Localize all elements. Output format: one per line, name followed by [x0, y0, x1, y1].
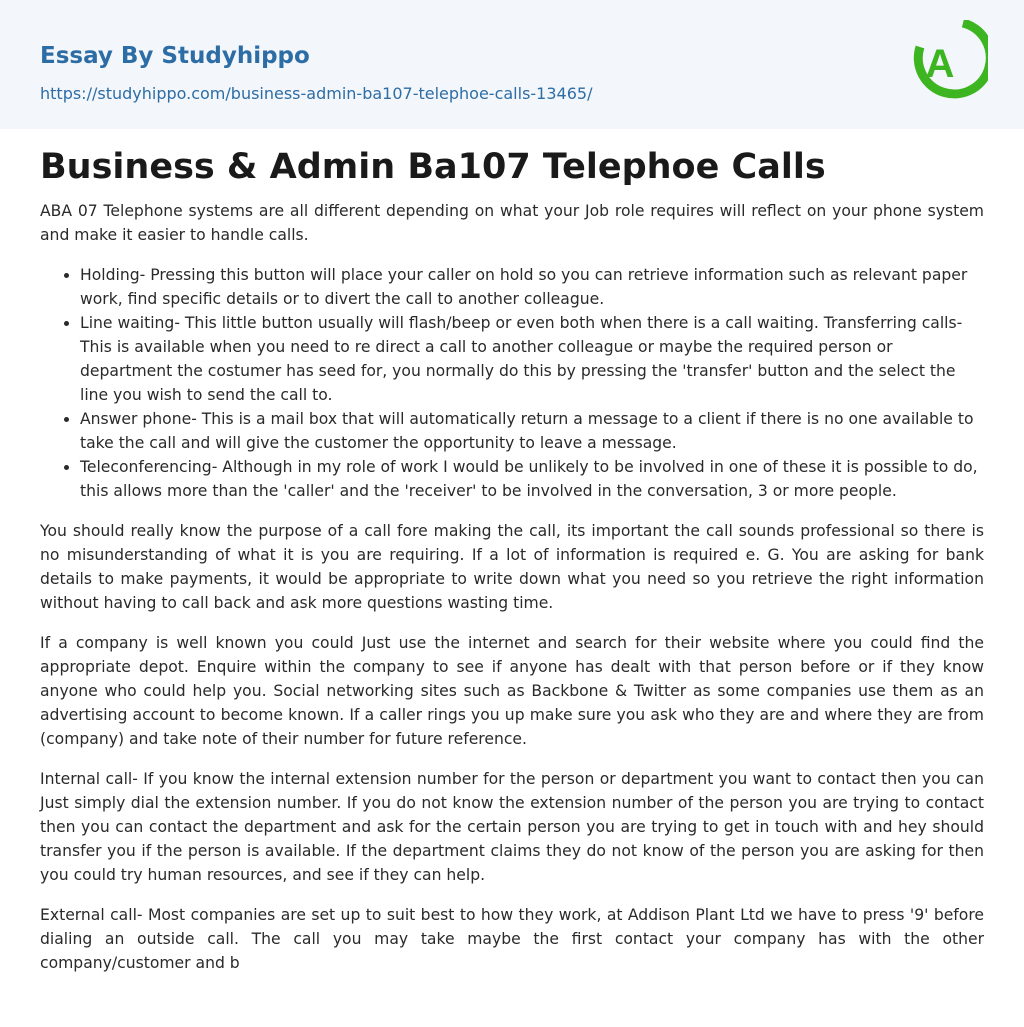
list-item: • Holding- Pressing this button will place your caller on hold so you can retrieve information such as relevant paper work, find specific details or to divert the call to another colleague.	[80, 263, 984, 311]
feature-list	[40, 263, 984, 503]
body-paragraph: If a company is well known you could Just use the internet and search for their website where you could find the appropriate depot. Enquire within the company to see if anyone has dealt with that person before or if they know anyone who could help you. Social networking sites such as Backbone & Twitter as some companies use them as an advertising account to become known. If a caller rings you up make sure you ask who they are and where they are from (company) and take note of their number for future reference.	[40, 634, 984, 748]
article	[40, 143, 984, 991]
list-item: • Line waiting- This little button usually will flash/beep or even both when there is a call waiting. Transferring calls- This is available when you need to re direct a call to another colleague or maybe the required person or department the costumer has seed for, you normally do this by pressing the 'transfer' button and the select the line you wish to send the call to.	[80, 311, 984, 407]
page-title: Business & Admin Ba107 Telephoe Calls	[40, 147, 826, 187]
site-header	[0, 0, 1024, 129]
list-item: • Teleconferencing- Although in my role of work I would be unlikely to be involved in one of these it is possible to do, this allows more than the 'caller' and the 'receiver' to be involved in the conversation, 3 or more people.	[80, 455, 984, 503]
logo-icon[interactable]	[912, 20, 988, 106]
logo-letter: A	[925, 42, 955, 86]
body-paragraph: External call- Most companies are set up to suit best to how they work, at Addison Plant Ltd we have to press '9' before dialing an outside call. The call you may take maybe the first contact your company has with the other company/customer and b	[40, 906, 984, 972]
body-paragraph: You should really know the purpose of a call fore making the call, its important the call sounds professional so there is no misunderstanding of what it is you are requiring. If a lot of information is required e. G. You are asking for bank details to make payments, it would be appropriate to write down what you need so you retrieve the right information without having to call back and ask more questions wasting time.	[40, 522, 984, 612]
brand-title[interactable]: Essay By Studyhippo	[40, 43, 310, 69]
source-url-link[interactable]: https://studyhippo.com/business-admin-ba107-telephoe-calls-13465/	[40, 84, 593, 103]
list-item: • Answer phone- This is a mail box that will automatically return a message to a client if there is no one available to take the call and will give the customer the opportunity to leave a message.	[80, 407, 984, 455]
body-paragraph: Internal call- If you know the internal extension number for the person or department you want to contact then you can Just simply dial the extension number. If you do not know the extension number of the person you are trying to contact then you can contact the department and ask for the certain person you are trying to get in touch with and hey should transfer you if the person is available. If the department claims they do not know of the person you are asking for then you could try human resources, and see if they can help.	[40, 770, 984, 884]
intro-paragraph: ABA 07 Telephone systems are all different depending on what your Job role requires will reflect on your phone system and make it easier to handle calls.	[40, 202, 984, 244]
